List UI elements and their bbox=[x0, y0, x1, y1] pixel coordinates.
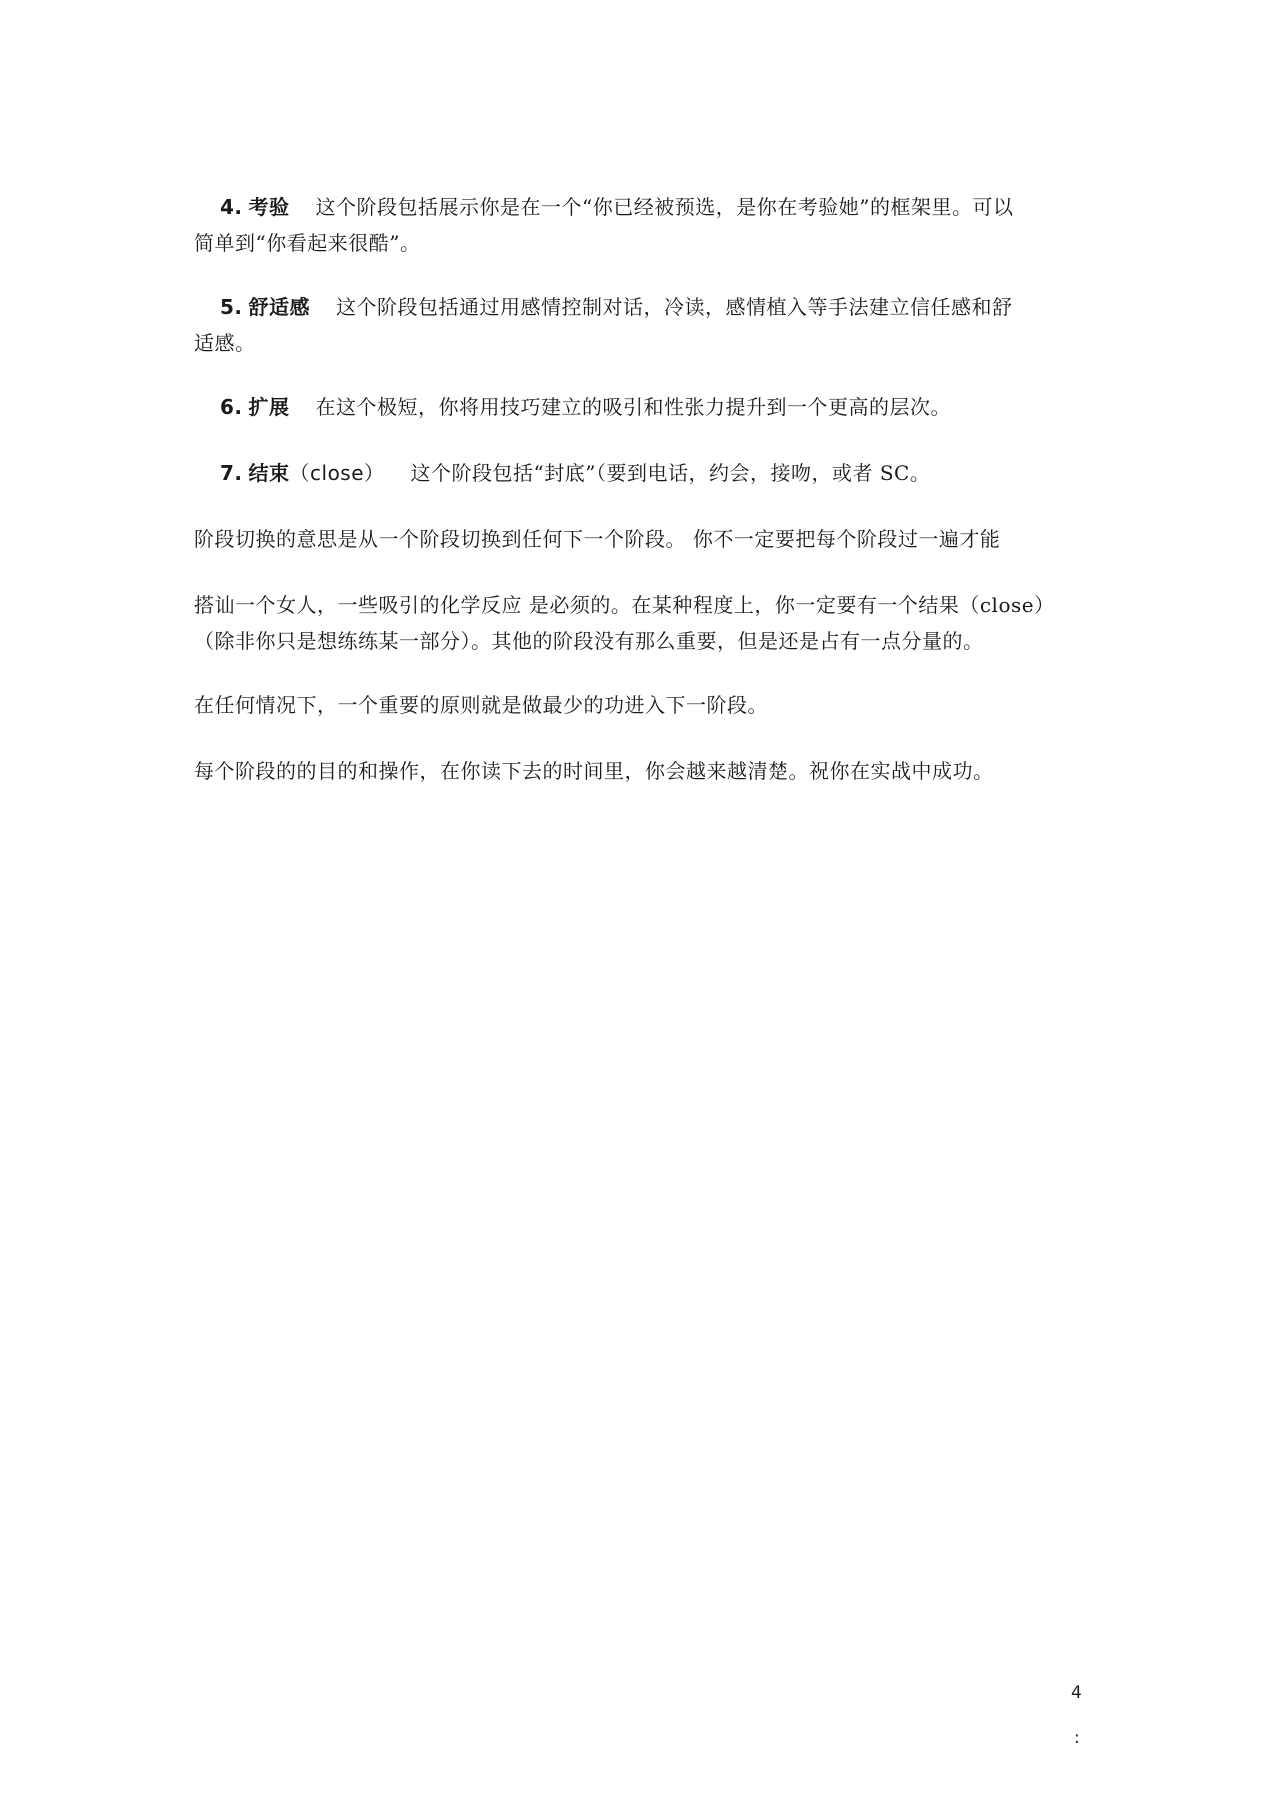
stage-heading: 结束 bbox=[248, 461, 290, 485]
paragraph-attraction bbox=[194, 587, 1084, 659]
stage-heading-extra: （close） bbox=[289, 461, 385, 485]
stage-heading: 考验 bbox=[248, 195, 290, 219]
paragraph-stage-switching bbox=[194, 521, 1084, 557]
stage-number: 7. bbox=[220, 461, 243, 485]
paragraph-line: 阶段切换的意思是从一个阶段切换到任何下一个阶段。 你不一定要把每个阶段过一遍才能 bbox=[194, 527, 1001, 551]
stage-description: 这个阶段包括展示你是在一个“你已经被预选，是你在考验她”的框架里。可以 bbox=[315, 195, 1014, 219]
paragraph-line: 每个阶段的的目的和操作，在你读下去的时间里，你会越来越清楚。祝你在实战中成功。 bbox=[194, 759, 994, 783]
stage-line-1 bbox=[220, 389, 1084, 425]
stage-item-7 bbox=[220, 455, 1084, 491]
stage-item-4 bbox=[194, 189, 1084, 261]
stage-line-1 bbox=[220, 289, 1084, 325]
stage-number: 5. bbox=[220, 295, 243, 319]
stage-description: 这个阶段包括通过用感情控制对话，冷读，感情植入等手法建立信任感和舒 bbox=[336, 295, 1013, 319]
stage-number: 6. bbox=[220, 395, 243, 419]
paragraph-line: （除非你只是想练练某一部分）。其他的阶段没有那么重要，但是还是占有一点分量的。 bbox=[194, 629, 984, 653]
stage-item-6 bbox=[220, 389, 1084, 425]
paragraph-line: 在任何情况下，一个重要的原则就是做最少的功进入下一阶段。 bbox=[194, 693, 768, 717]
stage-item-5 bbox=[194, 289, 1084, 361]
stage-line-1 bbox=[220, 189, 1084, 225]
stage-description: 这个阶段包括“封底”（要到电话，约会，接吻，或者 SC。 bbox=[410, 461, 931, 485]
stage-line-2: 适感。 bbox=[194, 331, 256, 355]
paragraph-line: 搭讪一个女人，一些吸引的化学反应 是必须的。在某种程度上，你一定要有一个结果（close） bbox=[194, 593, 1055, 617]
stage-line-2: 简单到“你看起来很酷”。 bbox=[194, 231, 421, 255]
stage-number: 4. bbox=[220, 195, 243, 219]
paragraph-principle bbox=[194, 687, 1084, 723]
stage-line-1 bbox=[220, 455, 1084, 491]
footer-mark: : bbox=[1074, 1728, 1080, 1748]
page-number: 4 bbox=[1071, 1683, 1082, 1703]
stage-heading: 舒适感 bbox=[248, 295, 311, 319]
stage-description: 在这个极短，你将用技巧建立的吸引和性张力提升到一个更高的层次。 bbox=[315, 395, 952, 419]
stage-heading: 扩展 bbox=[248, 395, 290, 419]
paragraph-closing bbox=[194, 753, 1084, 789]
